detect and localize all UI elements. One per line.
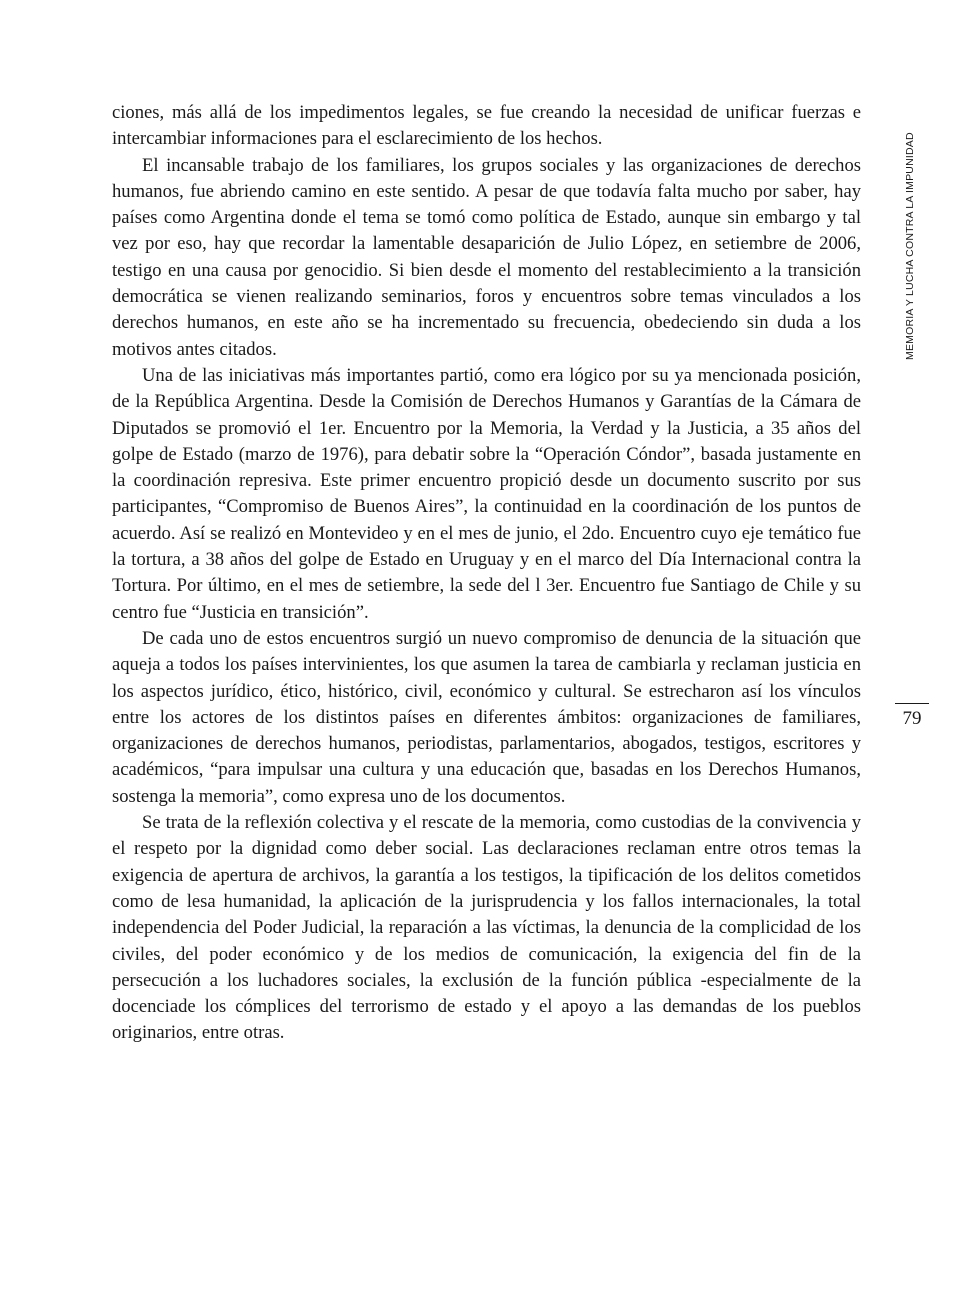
paragraph: El incansable trabajo de los familiares, los grupos sociales y las organizaciones de derechos humanos, fue abriendo camino en este sentido. A pesar de que todavía falta mucho por saber, hay países como Argentina donde el tema se tomó como política de Estado, aunque sin embargo y tal vez por eso, hay que recordar la lamentable desaparición de Julio López, en setiembre de 2006, testigo en una causa por genocidio. Si bien desde el momento del restablecimiento a la transición democrática se vienen realizando seminarios, foros y encuentros sobre temas vinculados a los derechos humanos, en este año se ha incrementado su frecuencia, obedeciendo sin duda a los motivos antes citados.: [112, 154, 861, 360]
running-head: MEMORIA Y LUCHA CONTRA LA IMPUNIDAD: [904, 132, 916, 360]
page-number: 79: [902, 708, 922, 729]
paragraph: Una de las iniciativas más importantes partió, como era lógico por su ya mencionada posición, de la República Argentina. Desde la Comisión de Derechos Humanos y Garantías de la Cámara de Diputados se promovió el 1er. Encuentro por la Memoria, la Verdad y la Justicia, a 35 años del golpe de Estado (marzo de 1976), para debatir sobre la “Operación Cóndor”, basada justamente en la coordinación represiva. Este primer encuentro propició desde un documento suscrito por sus participantes, “Compromiso de Buenos Aires”, la continuidad en la coordinación de los puntos de acuerdo. Así se realizó en Montevideo y en el mes de junio, el 2do. Encuentro cuyo eje temático fue la tortura, a 38 años del golpe de Estado en Uruguay y en el marco del Día Internacional contra la Tortura. Por último, en el mes de setiembre, la sede del l 3er. Encuentro fue Santiago de Chile y su centro fue “Justicia en transición”.: [112, 364, 861, 623]
page-number-rule: [895, 703, 929, 704]
paragraph: Se trata de la reflexión colectiva y el rescate de la memoria, como custodias de la convivencia y el respeto por la dignidad como deber social. Las declaraciones reclaman entre otros temas la exigencia de apertura de archivos, la garantía a los testigos, la tipificación de los delitos cometidos como de lesa humanidad, la aplicación de la jurisprudencia y los fallos internacionales, la total independencia del Poder Judicial, la reparación a las víctimas, la denuncia de la complicidad de los civiles, del poder económico y de los medios de comunicación, la exigencia del fin de la persecución a los luchadores sociales, la exclusión de la función pública -especialmente de la docenciade los cómplices del terrorismo de estado y el apoyo a las demandas de los pueblos originarios, entre otras.: [112, 812, 861, 1044]
paragraph: De cada uno de estos encuentros surgió un nuevo compromiso de denuncia de la situación que aqueja a todos los países intervinientes, los que asumen la tarea de cambiarla y reclaman justicia en los aspectos jurídico, ético, histórico, civil, económico y cultural. Se estrecharon así los vínculos entre los actores de los distintos países en diferentes ámbitos: organizaciones de familiares, organizaciones de derechos humanos, periodistas, parlamentarios, abogados, testigos, escritores y académicos, “para impulsar una cultura y una educación que, basadas en los Derechos Humanos, sostenga la memoria”, como expresa uno de los documentos.: [112, 627, 861, 807]
paragraph-continued: ciones, más allá de los impedimentos legales, se fue creando la necesidad de unificar fuerzas e intercambiar informaciones para el esclarecimiento de los hechos.: [112, 102, 861, 150]
body-text: [112, 100, 861, 1047]
